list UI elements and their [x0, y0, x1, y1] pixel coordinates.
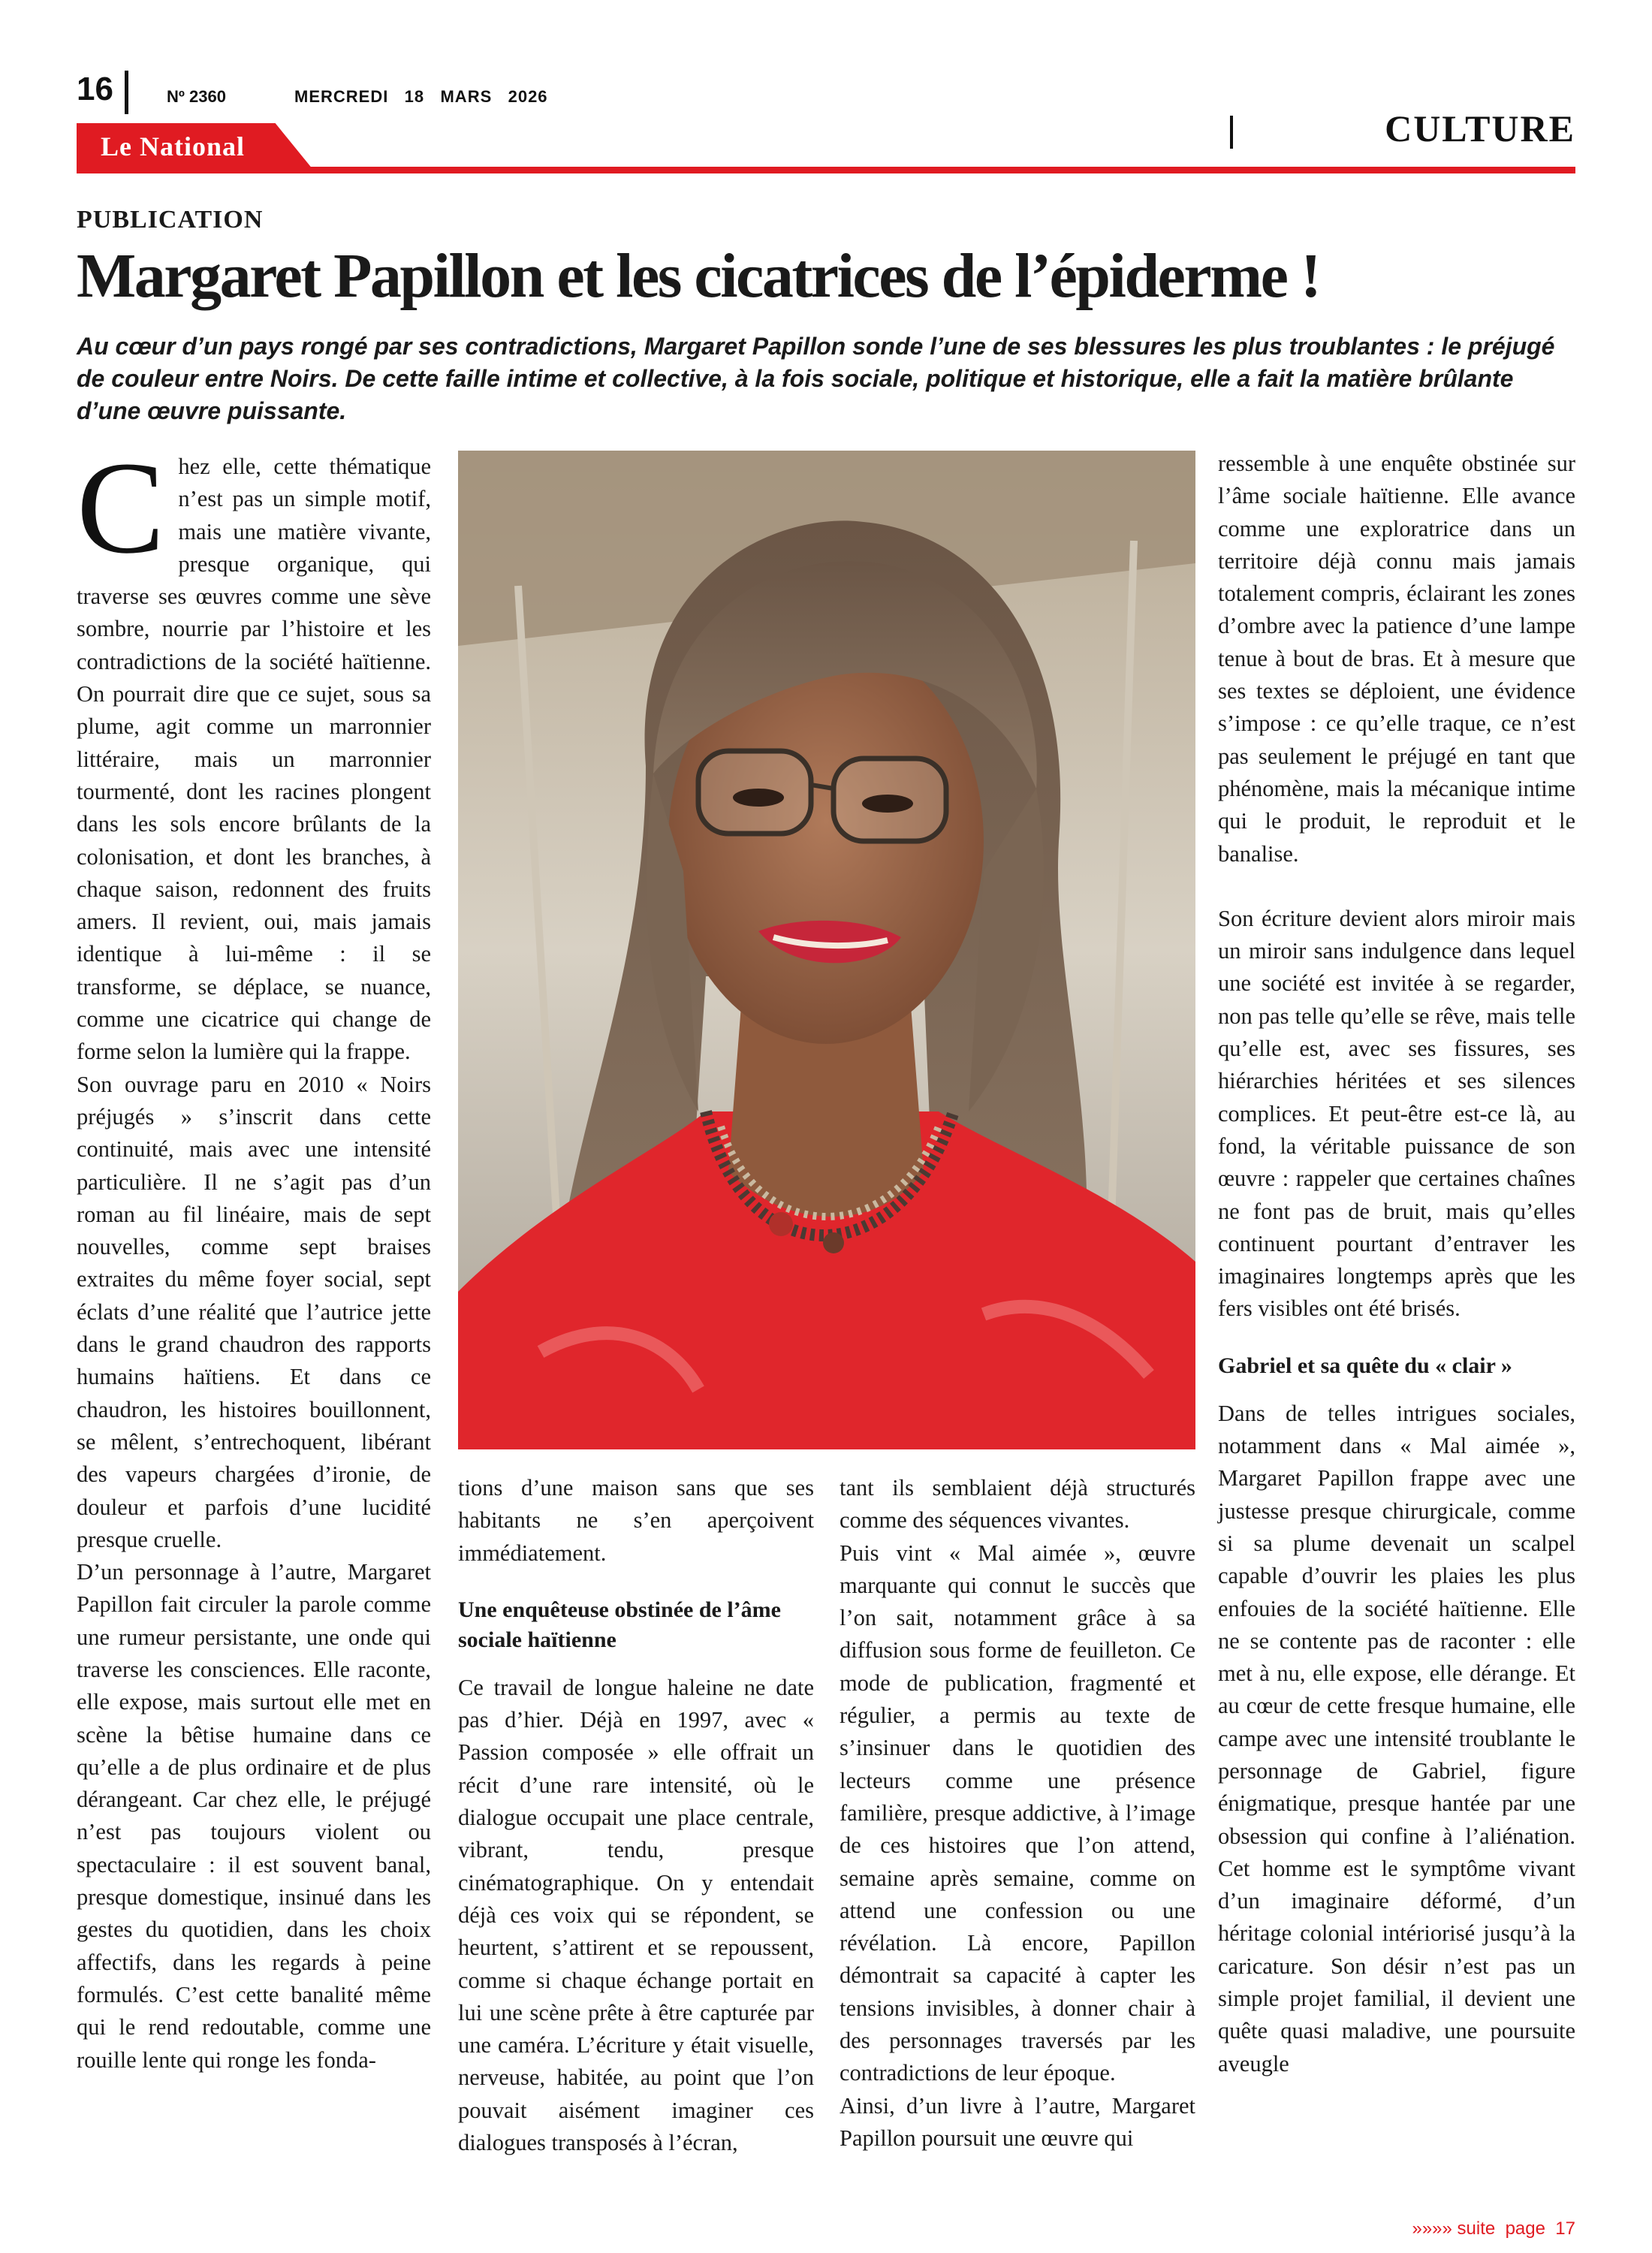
article-kicker: PUBLICATION: [77, 206, 264, 234]
article-subhead: Une enquêteuse obstinée de l’âme sociale haïtienne: [458, 1597, 781, 1652]
article-paragraph: tant ils semblaient déjà structurés comme des séquences vivantes.: [840, 1475, 1195, 1534]
article-subhead: Gabriel et sa quête du « clair »: [1218, 1353, 1512, 1378]
article-paragraph: Son écriture devient alors miroir mais un miroir sans indulgence dans lequel une société est invitée à se regarder, non pas telle qu’elle se rêve, mais telle qu’elle est, avec ses fissures, ses hiérarchies héritées et ses silences complices. Et peut-être est-ce là, au fond, la véritable puissance de son œuvre : rappeler que certaines chaînes ne font pas de bruit, mais qu’elles continuent pourtant d’entraver les imaginaires longtemps après que les fers visibles ont été brisés.: [1218, 905, 1575, 1322]
issue-number: Nº 2360: [167, 87, 226, 106]
article-paragraph: D’un personnage à l’autre, Margaret Papillon fait circuler la parole comme une rumeur persistante, une onde qui traverse les consciences. Elle raconte, elle expose, mais surtout elle met en scène la bêtise humaine dans ce qu’elle a de plus ordinaire et de plus dérangeant. Car chez elle, le préjugé n’est pas toujours violent ou spectaculaire : il est souvent banal, presque domestique, insinué dans les gestes du quotidien, dans les choix affectifs, dans les regards à peine formulés. C’est cette banalité même qui le rend redoutable, comme une rouille lente qui ronge les fonda-: [77, 1559, 431, 2073]
page-number-divider: [125, 71, 128, 114]
article-paragraph: Ce travail de longue haleine ne date pas d’hier. Déjà en 1997, avec « Passion composée » elle offrait un récit d’une rare intensité, où le dialogue occupait une place centrale, vibrant, tendu, presque cinématographique. On y entendait déjà ces voix qui se répondent, se heurtent, s’attirent et se repoussent, comme si chaque échange portait en lui une scène prête à être capturée par une caméra. L’écriture y était visuelle, nerveuse, habitée, au point que l’on pouvait aisément imaginer ces dialogues transposés à l’écran,: [458, 1674, 814, 2156]
article-standfirst: Au cœur d’un pays rongé par ses contradictions, Margaret Papillon sonde l’une de ses blessures les plus troublantes : le préjugé de couleur entre Noirs. De cette faille intime et collective, à la fois sociale, politique et historique, elle a fait la matière brûlante d’une œuvre puissante.: [77, 333, 1555, 424]
article-column-3: [840, 1472, 1195, 2155]
article-column-2: [458, 1472, 814, 2159]
author-portrait-photo: [458, 451, 1195, 1449]
article-paragraph: Son ouvrage paru en 2010 « Noirs préjugés » s’inscrit dans cette continuité, mais avec une intensité particulière. Il ne s’agit pas d’un roman au fil linéaire, mais de sept nouvelles, comme sept braises extraites du même foyer social, sept éclats d’une réalité que l’autrice jette dans le grand chaudron des rapports humains haïtiens. Et dans ce chaudron, les histoires bouillonnent, se mêlent, s’entrechoquent, libérant des vapeurs chargées d’ironie, de douleur et parfois d’une lucidité presque cruelle.: [77, 1071, 431, 1552]
page-number: 16: [77, 71, 113, 107]
section-name: CULTURE: [1385, 107, 1575, 149]
issue-date: MERCREDI 18 MARS 2026: [294, 87, 548, 106]
article-headline: Margaret Papillon et les cicatrices de l’épiderme !: [77, 241, 1320, 311]
header-rule: [77, 167, 1575, 173]
article-paragraph: Puis vint « Mal aimée », œuvre marquante qui connut le succès que l’on sait, notamment grâce à sa diffusion sous forme de feuilleton. Ce mode de publication, fragmenté et régulier, a permis au texte de s’insinuer dans le quotidien des lecteurs comme une présence familière, presque addictive, à l’image de ces histoires que l’on attend, semaine après semaine, comme on attend une confession ou une révélation. Là encore, Papillon démontrait sa capacité à capter les tensions invisibles, à donner chair à des personnages traversés par les contradictions de leur époque.: [840, 1540, 1195, 2086]
continuation-link[interactable]: »»»» suite page 17: [1412, 2218, 1575, 2239]
article-paragraph: ressemble à une enquête obstinée sur l’âme sociale haïtienne. Elle avance comme une exploratrice dans un territoire déjà connu mais jamais totalement compris, éclairant les zones d’ombre avec la patience d’une lampe tenue à bout de bras. Et à mesure que ses textes se déploient, une évidence s’impose : ce qu’elle traque, ce n’est pas seulement le préjugé en tant que phénomène, mais la mécanique intime qui le produit, le reproduit et le banalise.: [1218, 451, 1575, 867]
section-divider: [1230, 116, 1233, 149]
article-paragraph: hez elle, cette thématique n’est pas un simple motif, mais une matière vivante, presque organique, qui traverse ses œuvres comme une sève sombre, nourrie par l’histoire et les contradictions de la société haïtienne. On pourrait dire que ce sujet, sous sa plume, agit comme un marronnier littéraire, mais un marronnier tourmenté, dont les racines plongent dans les sols encore brûlants de la colonisation, et dont les branches, à chaque saison, redonnent des fruits amers. Il revient, oui, mais jamais identique à lui-même : il se transforme, se déplace, se nuance, comme une cicatrice qui change de forme selon la lumière qui la frappe.: [77, 454, 431, 1065]
article-column-1: [77, 435, 431, 2077]
article-paragraph: tions d’une maison sans que ses habitants ne s’en aperçoivent immédiatement.: [458, 1475, 814, 1566]
drop-cap: C: [77, 435, 165, 581]
article-column-4: [1218, 448, 1575, 2080]
portrait-illustration: [458, 451, 1195, 1449]
article-paragraph: Dans de telles intrigues sociales, notamment dans « Mal aimée », Margaret Papillon frappe avec une justesse presque chirurgicale, comme si sa plume devenait un scalpel capable d’ouvrir les plaies les plus enfouies de la société haïtienne. Elle ne se contente pas de raconter : elle met à nu, elle expose, elle dérange. Et au cœur de cette fresque humaine, elle campe avec une intensité troublante le personnage de Gabriel, figure énigmatique, presque hantée par une obsession qui confine à l’aliénation. Cet homme est le symptôme vivant d’un imaginaire déformé, d’un héritage colonial intériorisé jusqu’à la caricature. Son désir n’est pas un simple projet familial, il devient une quête quasi maladive, une poursuite aveugle: [1218, 1400, 1575, 2077]
brand-name: Le National: [101, 131, 246, 161]
article-paragraph: Ainsi, d’un livre à l’autre, Margaret Papillon poursuit une œuvre qui: [840, 2092, 1195, 2151]
